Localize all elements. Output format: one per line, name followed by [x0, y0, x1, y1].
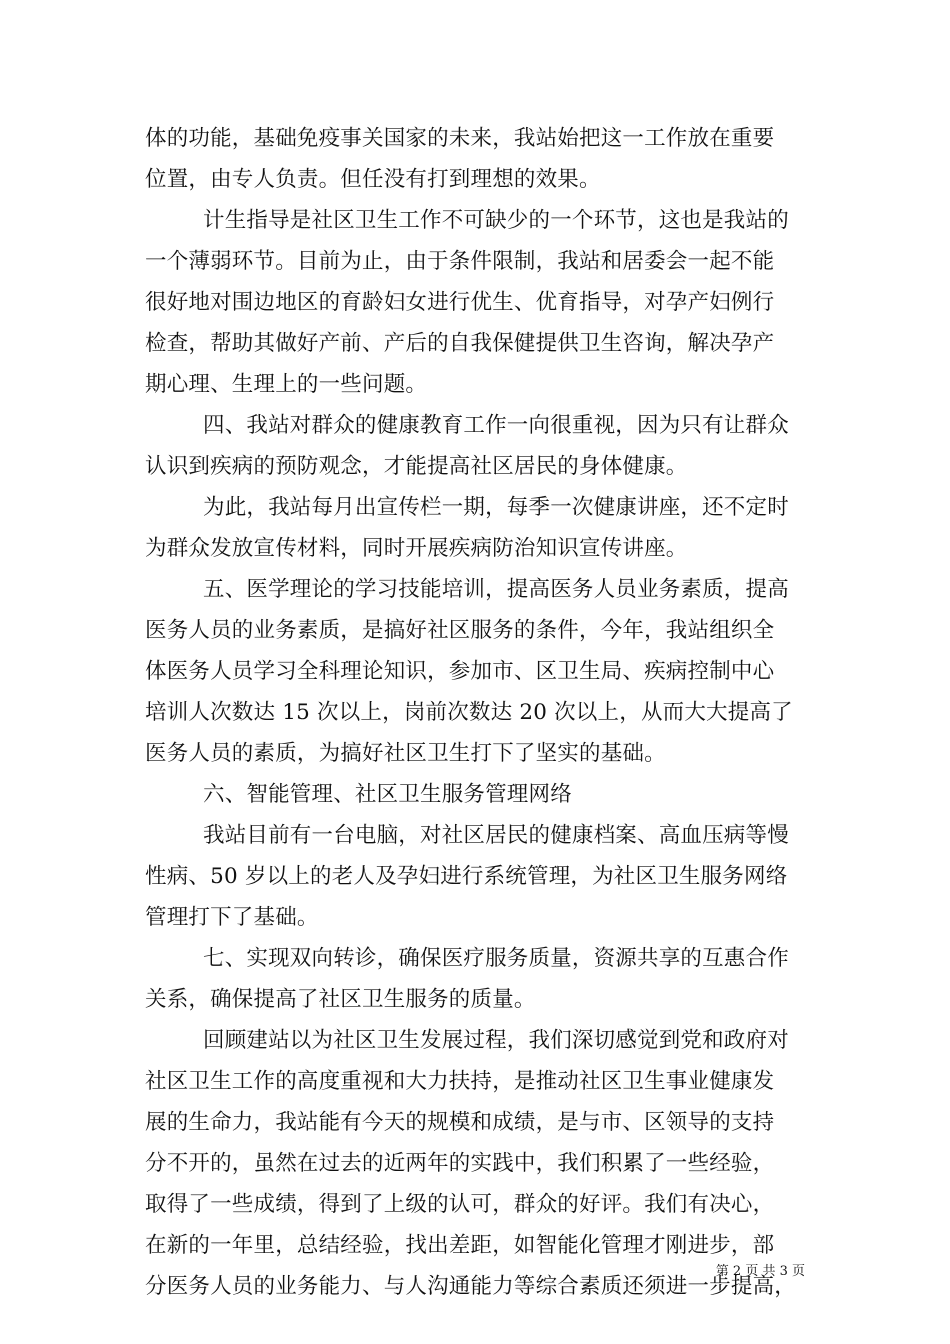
text-line: 管理打下了基础。 [145, 905, 319, 930]
text-line: 体的功能，基础免疫事关国家的未来，我站始把这一工作放在重要 [145, 126, 775, 151]
text-line: 为群众发放宣传材料，同时开展疾病防治知识宣传讲座。 [145, 536, 688, 561]
text-line: 位置，由专人负责。但任没有打到理想的效果。 [145, 167, 601, 192]
text-line: 期心理、生理上的一些问题。 [145, 372, 428, 397]
text-line: 取得了一些成绩，得到了上级的认可，群众的好评。我们有决心， [145, 1192, 775, 1217]
paragraph-first-line: 我站目前有一台电脑，对社区居民的健康档案、高血压病等慢 [203, 823, 789, 848]
text-line: 分医务人员的业务能力、与人沟通能力等综合素质还须进一步提高， [145, 1274, 797, 1299]
paragraph-first-line: 七、实现双向转诊，确保医疗服务质量，资源共享的互惠合作 [203, 946, 789, 971]
text-line: 在新的一年里，总结经验，找出差距，如智能化管理才刚进步，部 [145, 1233, 775, 1258]
paragraph-first-line: 回顾建站以为社区卫生发展过程，我们深切感觉到党和政府对 [203, 1028, 789, 1053]
text-line: 一个薄弱环节。目前为止，由于条件限制，我站和居委会一起不能 [145, 249, 775, 274]
paragraph-first-line: 为此，我站每月出宣传栏一期，每季一次健康讲座，还不定时 [203, 495, 789, 520]
text-line: 医务人员的业务素质，是搞好社区服务的条件，今年，我站组织全 [145, 618, 775, 643]
paragraph-first-line: 计生指导是社区卫生工作不可缺少的一个环节，这也是我站的 [203, 208, 789, 233]
paragraph-first-line: 六、智能管理、社区卫生服务管理网络 [203, 782, 572, 807]
text-line: 性病、50 岁以上的老人及孕妇进行系统管理，为社区卫生服务网络 [145, 864, 788, 889]
text-line: 医务人员的素质，为搞好社区卫生打下了坚实的基础。 [145, 741, 666, 766]
text-line: 认识到疾病的预防观念，才能提高社区居民的身体健康。 [145, 454, 688, 479]
paragraph-first-line: 五、医学理论的学习技能培训，提高医务人员业务素质，提高 [203, 577, 789, 602]
text-line: 培训人次数达 15 次以上，岗前次数达 20 次以上，从而大大提高了 [145, 700, 793, 725]
text-line: 社区卫生工作的高度重视和大力扶持，是推动社区卫生事业健康发 [145, 1069, 775, 1094]
text-line: 关系，确保提高了社区卫生服务的质量。 [145, 987, 536, 1012]
paragraph-first-line: 四、我站对群众的健康教育工作一向很重视，因为只有让群众 [203, 413, 789, 438]
text-line: 分不开的，虽然在过去的近两年的实践中，我们积累了一些经验， [145, 1151, 775, 1176]
text-line: 检查，帮助其做好产前、产后的自我保健提供卫生咨询，解决孕产 [145, 331, 775, 356]
body-text [145, 118, 825, 1307]
page-footer: 第 2 页 共 3 页 [715, 1264, 805, 1279]
text-line: 体医务人员学习全科理论知识，参加市、区卫生局、疾病控制中心 [145, 659, 775, 684]
text-line: 很好地对围边地区的育龄妇女进行优生、优育指导，对孕产妇例行 [145, 290, 775, 315]
text-line: 展的生命力，我站能有今天的规模和成绩，是与市、区领导的支持 [145, 1110, 775, 1135]
